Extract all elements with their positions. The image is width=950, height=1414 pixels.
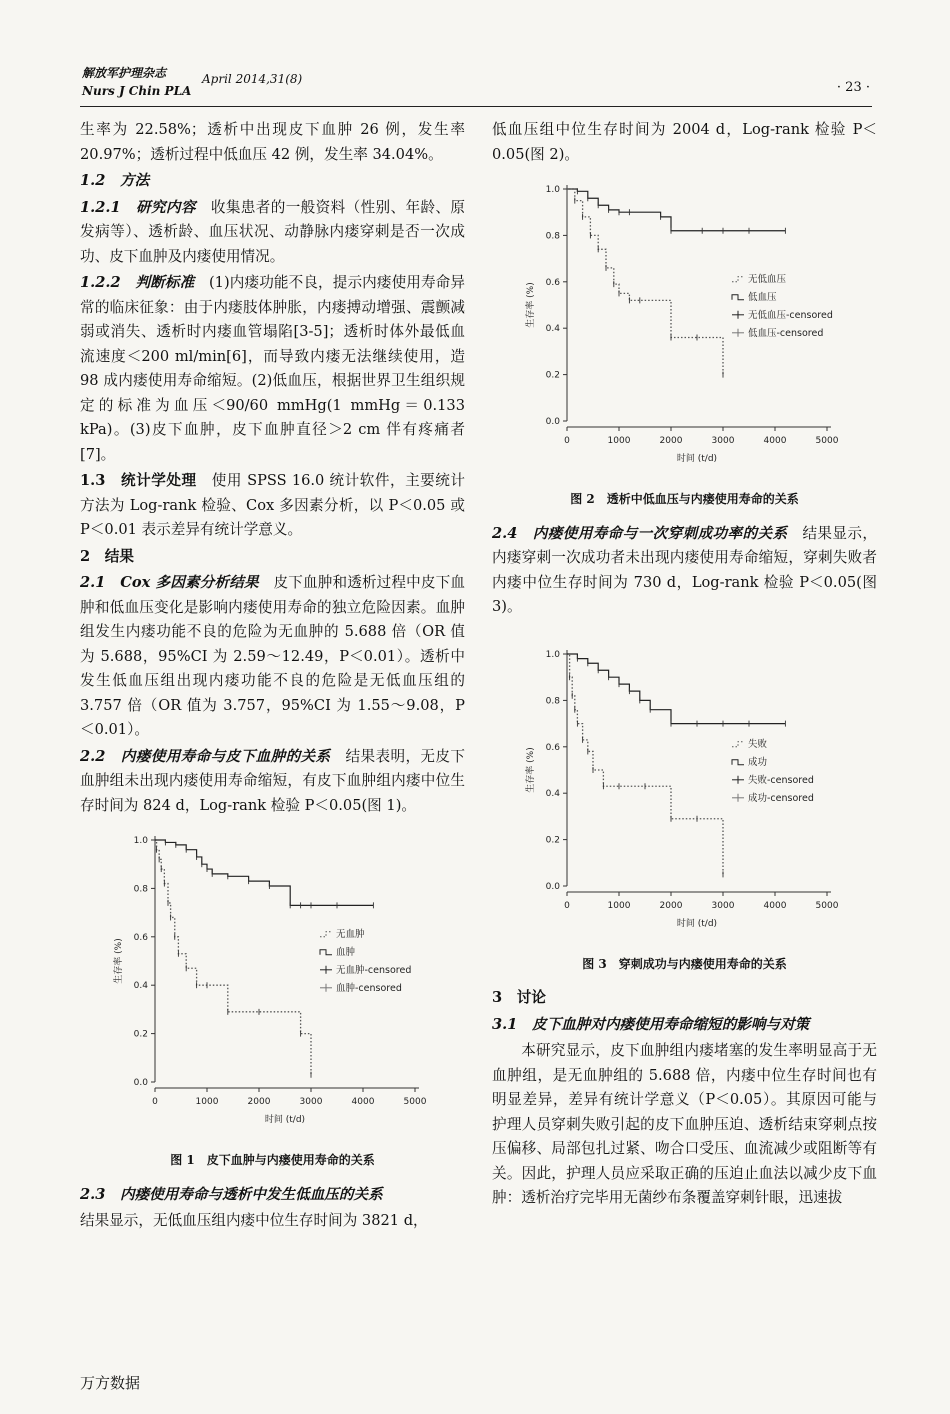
y-tick-label: 0.6 [545,742,560,753]
y-tick-label: 1.0 [545,185,560,195]
legend-symbol [732,295,744,300]
legend-label: 失败 [748,738,768,750]
y-tick-label: 0.4 [545,788,560,799]
x-tick-label: 4000 [763,436,787,446]
y-tick-label: 0.8 [545,231,560,242]
km-chart-1 [80,824,465,1144]
paragraph [80,271,465,467]
legend-label: 成功-censored [748,792,814,804]
subsection-heading: 1.3 统计学处理 [80,472,197,489]
x-tick-label: 0 [564,900,570,911]
legend-symbol [320,932,332,937]
x-tick-label: 5000 [403,1097,427,1107]
subsection-heading: 1.2.2 判断标准 [80,274,195,291]
paragraph-text: 收集患者的一般资料（性别、年龄、原发病等）、透析龄、血压状况、动静脉内瘘穿刺是否一次成功、皮下血肿及内瘘使用情况。 [80,198,465,265]
x-tick-label: 2000 [659,436,683,446]
journal-name-cn: 解放军护理杂志 [82,66,167,80]
figure-caption: 图 1 皮下血肿与内瘘使用寿命的关系 [170,1153,375,1167]
x-tick-label: 5000 [815,900,839,911]
figure-1 [80,824,465,1173]
legend-label: 低血压-censored [748,327,824,339]
paragraph-text: 使用 SPSS 16.0 统计软件，主要统计方法为 Log-rank 检验、Cox 多因素分析，以 P＜0.05 或 P＜0.01 表示差异有统计学意义。 [80,472,466,538]
x-axis-label: 时间 (t/d) [676,918,718,929]
legend-label: 低血压 [748,291,777,303]
y-tick-label: 0.2 [545,370,560,381]
paragraph: 低血压组中位生存时间为 2004 d，Log-rank 检验 P＜0.05(图 2)。 [492,121,877,163]
x-tick-label: 1000 [195,1097,219,1107]
y-axis-label: 生存率 (%) [526,746,536,793]
paragraph: 结果显示，无低血压组内瘘中位生存时间为 3821 d， [80,1212,428,1229]
y-tick-label: 0.0 [545,417,560,427]
x-axis-label: 时间 (t/d) [264,1115,306,1125]
subsection-heading: 2.2 内瘘使用寿命与皮下血肿的关系 [80,747,331,765]
paragraph-text: 皮下血肿和透析过程中皮下血肿和低血压变化是影响内瘘使用寿命的独立危险因素。血肿组发生内瘘功能不良的危险为无血肿的 5.688 倍（OR 值为 5.688，95%CI 为 2.59～12.49，P＜0.01）。透析中发生低血压组出现内瘘功能不良的危险是无低血压组的 3.757 倍（OR 值为 3.757，95%CI 为 1.55～9.08，P＜0.01）。 [80,574,465,738]
paragraph-text: 结果表明，无皮下血肿组未出现内瘘使用寿命缩短，有皮下血肿组内瘘中位生存时间为 824 d，Log-rank 检验 P＜0.05(图 1)。 [80,747,465,814]
legend-symbol [732,277,744,282]
y-tick-label: 0.2 [133,1029,148,1040]
figure-2 [492,173,877,512]
section-heading: 1.2 方法 [80,172,150,189]
x-tick-label: 4000 [763,900,787,911]
series-line [567,189,723,375]
figure-caption: 图 2 透析中低血压与内瘘使用寿命的关系 [570,492,799,506]
series-line [567,654,785,724]
x-tick-label: 2000 [247,1097,271,1107]
y-tick-label: 0.0 [133,1078,148,1088]
footer-watermark: 万方数据 [80,1374,141,1392]
section-heading: 2 结果 [80,547,134,565]
legend-label: 失败-censored [748,774,814,786]
journal-name [82,64,191,100]
y-tick-label: 1.0 [133,836,148,846]
subsection-heading: 3.1 皮下血肿对内瘘使用寿命缩短的影响与对策 [492,1015,810,1033]
y-tick-label: 0.6 [545,277,560,288]
subsection-heading: 2.4 内瘘使用寿命与一次穿刺成功率的关系 [492,524,788,542]
figure-caption: 图 3 穿刺成功与内瘘使用寿命的关系 [582,956,787,971]
paragraph: 本研究显示，皮下血肿组内瘘堵塞的发生率明显高于无血肿组，是无血肿组的 5.688 倍，内瘘中位生存时间也有明显差异，差异有统计学意义（P＜0.05）。其原因可能与护理人员穿刺失败引起的皮下血肿压迫、透析结束穿刺点按压偏移、局部包扎过紧、吻合口受压、血流减少或阻断等有关。因此，护理人员应采取正确的压迫止血法以减少皮下血肿：透析治疗完毕用无菌纱布条覆盖穿刺针眼，迅速拔 [492,1042,877,1206]
x-tick-label: 5000 [815,436,839,446]
y-tick-label: 0.2 [545,835,560,846]
x-tick-label: 0 [152,1097,158,1107]
legend-label: 无低血压-censored [748,309,833,321]
y-axis-label: 生存率 (%) [526,282,536,328]
y-tick-label: 0.0 [545,881,560,892]
page-number: · 23 · [836,80,870,95]
paragraph [492,522,877,620]
paragraph [80,196,465,270]
legend-symbol [732,759,744,764]
series-line [155,840,373,905]
paragraph [80,745,465,819]
legend-label: 无低血压 [748,273,787,285]
journal-name-en: Nurs J Chin PLA [82,84,192,98]
legend-symbol [732,741,744,746]
legend-symbol [320,950,332,955]
series-line [567,654,723,874]
subsection-heading: 2.3 内瘘使用寿命与透析中发生低血压的关系 [80,1185,383,1203]
y-axis-label: 生存率 (%) [114,938,124,984]
x-tick-label: 4000 [351,1097,375,1107]
x-tick-label: 1000 [607,436,631,446]
x-axis-label: 时间 (t/d) [676,454,718,464]
series-line [155,840,311,1075]
y-tick-label: 0.8 [133,884,148,895]
series-line [567,189,785,231]
y-tick-label: 0.6 [133,932,148,943]
header-rule [80,106,872,107]
x-tick-label: 3000 [711,900,735,911]
section-heading: 3 讨论 [492,989,546,1006]
legend-label: 血肿 [336,946,356,958]
y-tick-label: 1.0 [545,649,560,660]
x-tick-label: 2000 [659,900,683,911]
legend-label: 无血肿 [336,928,365,940]
paragraph-text: (1)内瘘功能不良，提示内瘘使用寿命异常的临床征象：由于内瘘肢体肿胀，内瘘搏动增强、震颤减弱或消失、透析时内瘘血管塌陷[3-5]；透析时体外最低血流速度＜200 ml/min[6]，而导致内瘘无法继续使用，造 98 成内瘘使用寿命缩短。(2)低血压，根据世界卫生组织规定的标准为血压＜90/60 mmHg(1 mmHg＝0.133 kPa)。(3)皮下血肿，皮下血肿直径＞2 cm 伴有疼痛者[7]。 [80,274,465,463]
paragraph [80,571,465,743]
legend-label: 血肿-censored [336,982,402,994]
x-tick-label: 0 [564,436,570,446]
x-tick-label: 1000 [607,900,631,911]
paragraph: 生率为 22.58%；透析中出现皮下血肿 26 例，发生率 20.97%；透析过程中低血压 42 例，发生率 34.04%。 [80,121,465,163]
y-tick-label: 0.8 [545,695,560,706]
subsection-heading: 1.2.1 研究内容 [80,198,196,216]
right-column [492,118,877,1213]
km-chart-3 [492,638,877,948]
left-column [80,118,465,1236]
y-tick-label: 0.4 [133,981,148,992]
figure-3 [492,638,877,977]
x-tick-label: 3000 [711,436,735,446]
y-tick-label: 0.4 [545,324,560,335]
subsection-heading: 2.1 Cox 多因素分析结果 [80,574,259,591]
x-tick-label: 3000 [299,1097,323,1107]
paragraph-text: 结果显示，内瘘穿刺一次成功者未出现内瘘使用寿命缩短，穿刺失败者内瘘中位生存时间为 730 d，Log-rank 检验 P＜0.05(图 3)。 [492,524,877,615]
paragraph [80,469,465,543]
journal-issue: April 2014,31(8) [202,72,303,86]
km-chart-2 [492,173,877,483]
legend-label: 无血肿-censored [336,964,412,976]
legend-label: 成功 [748,756,768,768]
